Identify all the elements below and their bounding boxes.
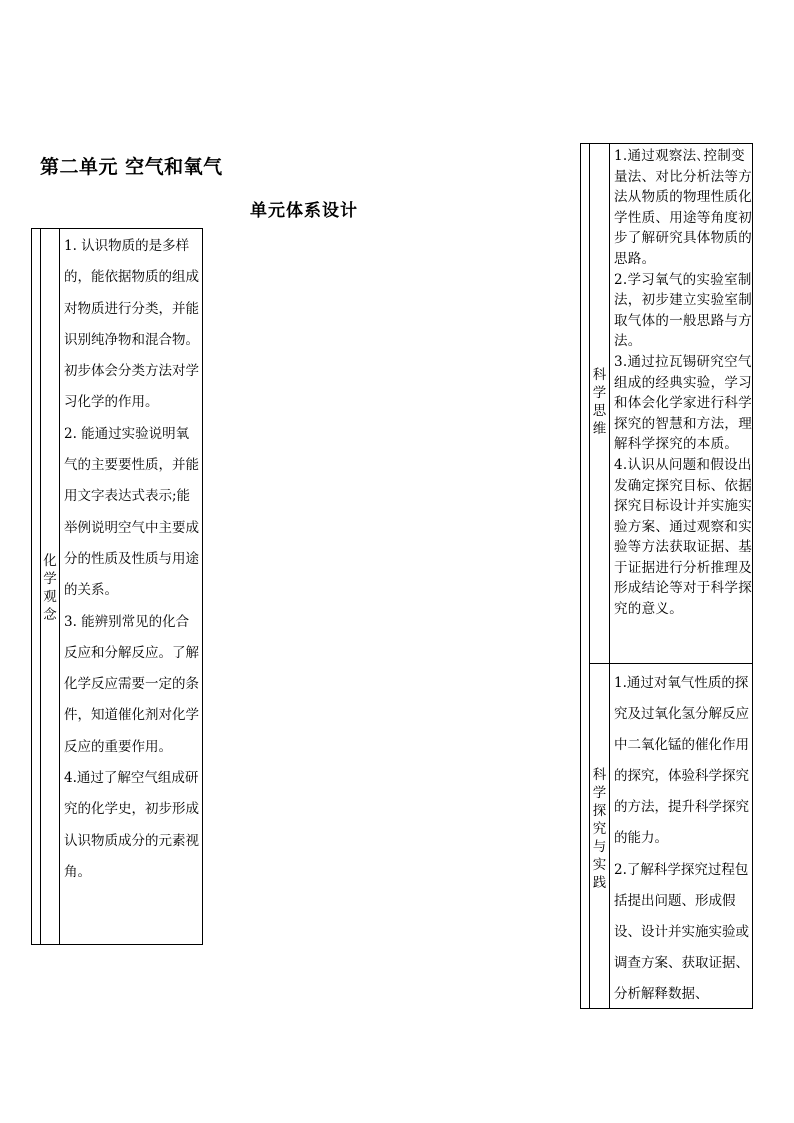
document-title: 第二单元 空气和氧气	[40, 156, 223, 178]
list-item: 1. 认识物质的是多样的，能依据物质的组成对物质进行分类，并能识别纯净物和混合物。初步体会分类方法对学习化学的作用。	[64, 238, 199, 411]
table-divider	[609, 144, 610, 1008]
list-item: 3.通过拉瓦锡研究空气组成的经典实验，学习和体会化学家进行科学探究的智慧和方法，理解科学探究的本质。	[614, 353, 752, 453]
left-table	[31, 228, 203, 945]
list-item: 4.通过了解空气组成研究的化学史，初步形成认识物质成分的元素视角。	[64, 770, 199, 880]
table-divider	[59, 229, 60, 944]
category-label-inquiry-practice: 科 学 探 究 与 实 践	[592, 767, 607, 891]
list-item: 2. 能通过实验说明氧气的主要要性质，并能用文字表达式表示;能举例说明空气中主要成分的性质及性质与用途的关系。	[64, 425, 199, 599]
category-label-chemistry-concepts: 化 学 观 念	[43, 553, 57, 623]
right-table	[580, 143, 753, 1009]
list-item: 2.了解科学探究过程包括提出问题、形成假设、设计并实施实验或调查方案、获取证据、分析解释数据、	[614, 861, 749, 1002]
list-item: 2.学习氧气的实验室制法，初步建立实验室制取气体的一般思路与方法。	[614, 271, 752, 350]
objectives-list	[64, 231, 200, 888]
list-item: 1.通过对氧气性质的探究及过氧化氢分解反应中二氧化锰的催化作用的探究，体验科学探究的方法，提升科学探究的能力。	[614, 675, 749, 847]
objectives-list-inquiry	[614, 668, 752, 1010]
list-item: 4.认识从问题和假设出发确定探究目标、依据探究目标设计并实施实验方案、通过观察和实验等方法获取证据、基于证据进行分析推理及形成结论等对于科学探究的意义。	[614, 456, 752, 618]
objectives-list-thinking	[614, 146, 752, 620]
row-divider	[589, 663, 752, 664]
list-item: 3. 能辨别常见的化合反应和分解反应。了解化学反应需要一定的条件，知道催化剂对化学反应的重要作用。	[64, 613, 199, 755]
category-label-scientific-thinking: 科 学 思 维	[592, 367, 607, 437]
document-subtitle: 单元体系设计	[250, 201, 358, 221]
list-item: 1.通过观察法､控制变量法、对比分析法等方法从物质的物理性质化学性质、用途等角度初步了解研究具体物质的思路。	[614, 148, 752, 267]
